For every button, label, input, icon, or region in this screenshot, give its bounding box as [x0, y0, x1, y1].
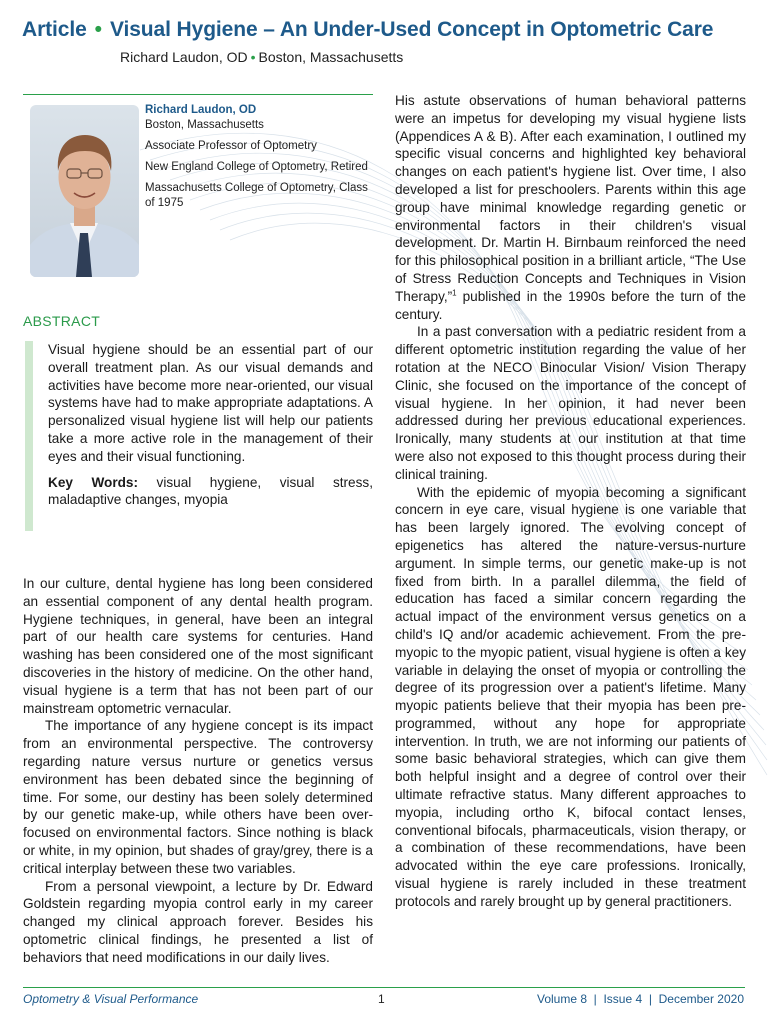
author-affiliation-1: New England College of Optometry, Retired — [145, 161, 368, 173]
abstract-text: Visual hygiene should be an essential part of our overall treatment plan. As our visual demands and activities have become more near-oriented, our visual systems have had to make appropriate adaptations. A personalized visual hygiene list will help our patients take a more active role in the management of their eyes and their visual functioning. — [48, 342, 373, 464]
body-paragraph: The importance of any hygiene concept is its impact from an environmental perspective. The controversy regarding nature versus nurture or genetics versus environment has been debated since the beginning of time. For some, our destiny has been solely determined by our genetic make-up, while others have been over-focused on environmental factors. Since nothing is black or white, in my opinion, but shades of gray/grey, there is a critical interplay between these two variables. — [23, 718, 373, 876]
body-paragraph: In our culture, dental hygiene has long been considered an essential component of any dental health program. Hygiene techniques, in general, have been an integral part of our health care systems for centuries. Hand washing has been considered one of the most significant discoveries in the history of medicine. On the other hand, visual hygiene is a term that has not been part of our mainstream optometric vernacular. — [23, 576, 373, 716]
body-paragraph — [395, 92, 746, 323]
citation-superscript: 1 — [452, 288, 457, 298]
author-location: Boston, Massachusetts — [145, 119, 264, 131]
author-bio — [145, 103, 375, 217]
keywords-label: Key Words: — [48, 474, 139, 490]
byline-location: Boston, Massachusetts — [258, 49, 404, 65]
footer-rule — [23, 987, 745, 988]
keywords-line — [48, 474, 373, 510]
title-bullet-icon: • — [94, 18, 102, 41]
paragraph-text: His astute observations of human behavioral patterns were an impetus for developing my visual hygiene lists (Appendices A & B). After each examination, I outlined my specific visual concerns and highlighted key behavioral changes on each patient's hygiene list. Over time, I also developed a list for preschoolers. Parents within this age group have minimal knowledge regarding genetic or environmental factors in their children's visual development. Dr. Martin H. Birnbaum reinforced the need for this philosophical position in a brilliant article, “The Use of Stress Reduction Concepts and Techniques in Vision Therapy,” — [395, 93, 746, 304]
author-position: Associate Professor of Optometry — [145, 140, 317, 152]
body-column-left — [23, 575, 373, 967]
section-label: Article — [22, 18, 87, 41]
article-header — [22, 18, 752, 42]
body-paragraph: In a past conversation with a pediatric resident from a different optometric institution regarding the value of her rotation at the NECO Binocular Vision/ Vision Therapy Clinic, she focused on the importance of the concept of visual hygiene. In her opinion, it had never been addressed during her previous educational experiences. Ironically, many students at our institution at that time were also not exposed to this thought process during their clinical training. — [395, 324, 746, 482]
body-column-right — [395, 92, 746, 911]
author-name: Richard Laudon, OD — [145, 104, 257, 116]
article-title: Visual Hygiene – An Under-Used Concept in Optometric Care — [109, 18, 714, 41]
footer-issue-info: Volume 8 | Issue 4 | December 2020 — [536, 992, 744, 1006]
author-affiliation-2: Massachusetts College of Optometry, Class of 1975 — [145, 182, 368, 209]
author-box-top-rule — [23, 94, 373, 95]
body-paragraph: From a personal viewpoint, a lecture by Dr. Edward Goldstein regarding myopia control early in my career changed my clinical approach forever. Besides his optometric clinical findings, he presented a list of behaviors that need modifications in our daily lives. — [23, 878, 373, 965]
byline-author: Richard Laudon, OD — [120, 49, 248, 65]
abstract-heading: ABSTRACT — [23, 313, 101, 329]
abstract-sidebar-bar — [25, 341, 33, 531]
footer-journal-name: Optometry & Visual Performance — [23, 992, 199, 1006]
keywords-text: visual hygiene, visual stress, maladaptive changes, myopia — [48, 474, 373, 508]
article-title-line — [22, 18, 752, 42]
footer-page-number: 1 — [378, 992, 385, 1006]
paragraph-text-continued: published in the 1990s before the turn of the century. — [395, 288, 746, 322]
author-photo — [30, 105, 139, 277]
body-paragraph: With the epidemic of myopia becoming a significant concern in eye care, visual hygiene is one variable that has been largely ignored. The evolving concept of epigenetics has altered the nature-versus-nurture argument. In simple terms, our genetic make-up is not fixed from birth. In a parallel dilemma, the field of education has faced a similar concern regarding the actual impact of the environment versus genetics on a child's IQ and/or academic achievement. From the pre-myopic to the myopic patient, visual hygiene is often a key variable in delaying the onset of myopia or controlling the degree of its progression over a patient's lifetime. Many myopic patients believe that their myopia has been pre-programmed, without any hope for appropriate intervention. In truth, we are not informing our patients of some basic behavioral strategies, which can give them both helpful insight and a degree of control over their ultimate refractive status. Many different approaches to myopia, including ortho K, bifocal contact lenses, conventional bifocals, pharmaceuticals, vision therapy, or a combination of these recommendations, have been advocated within the eye care professions. Ironically, visual hygiene is rarely included in these treatment protocols and rarely brought up by general practitioners. — [395, 484, 746, 909]
byline — [120, 49, 403, 65]
abstract-body — [48, 341, 373, 517]
byline-dot-icon: • — [250, 49, 256, 65]
